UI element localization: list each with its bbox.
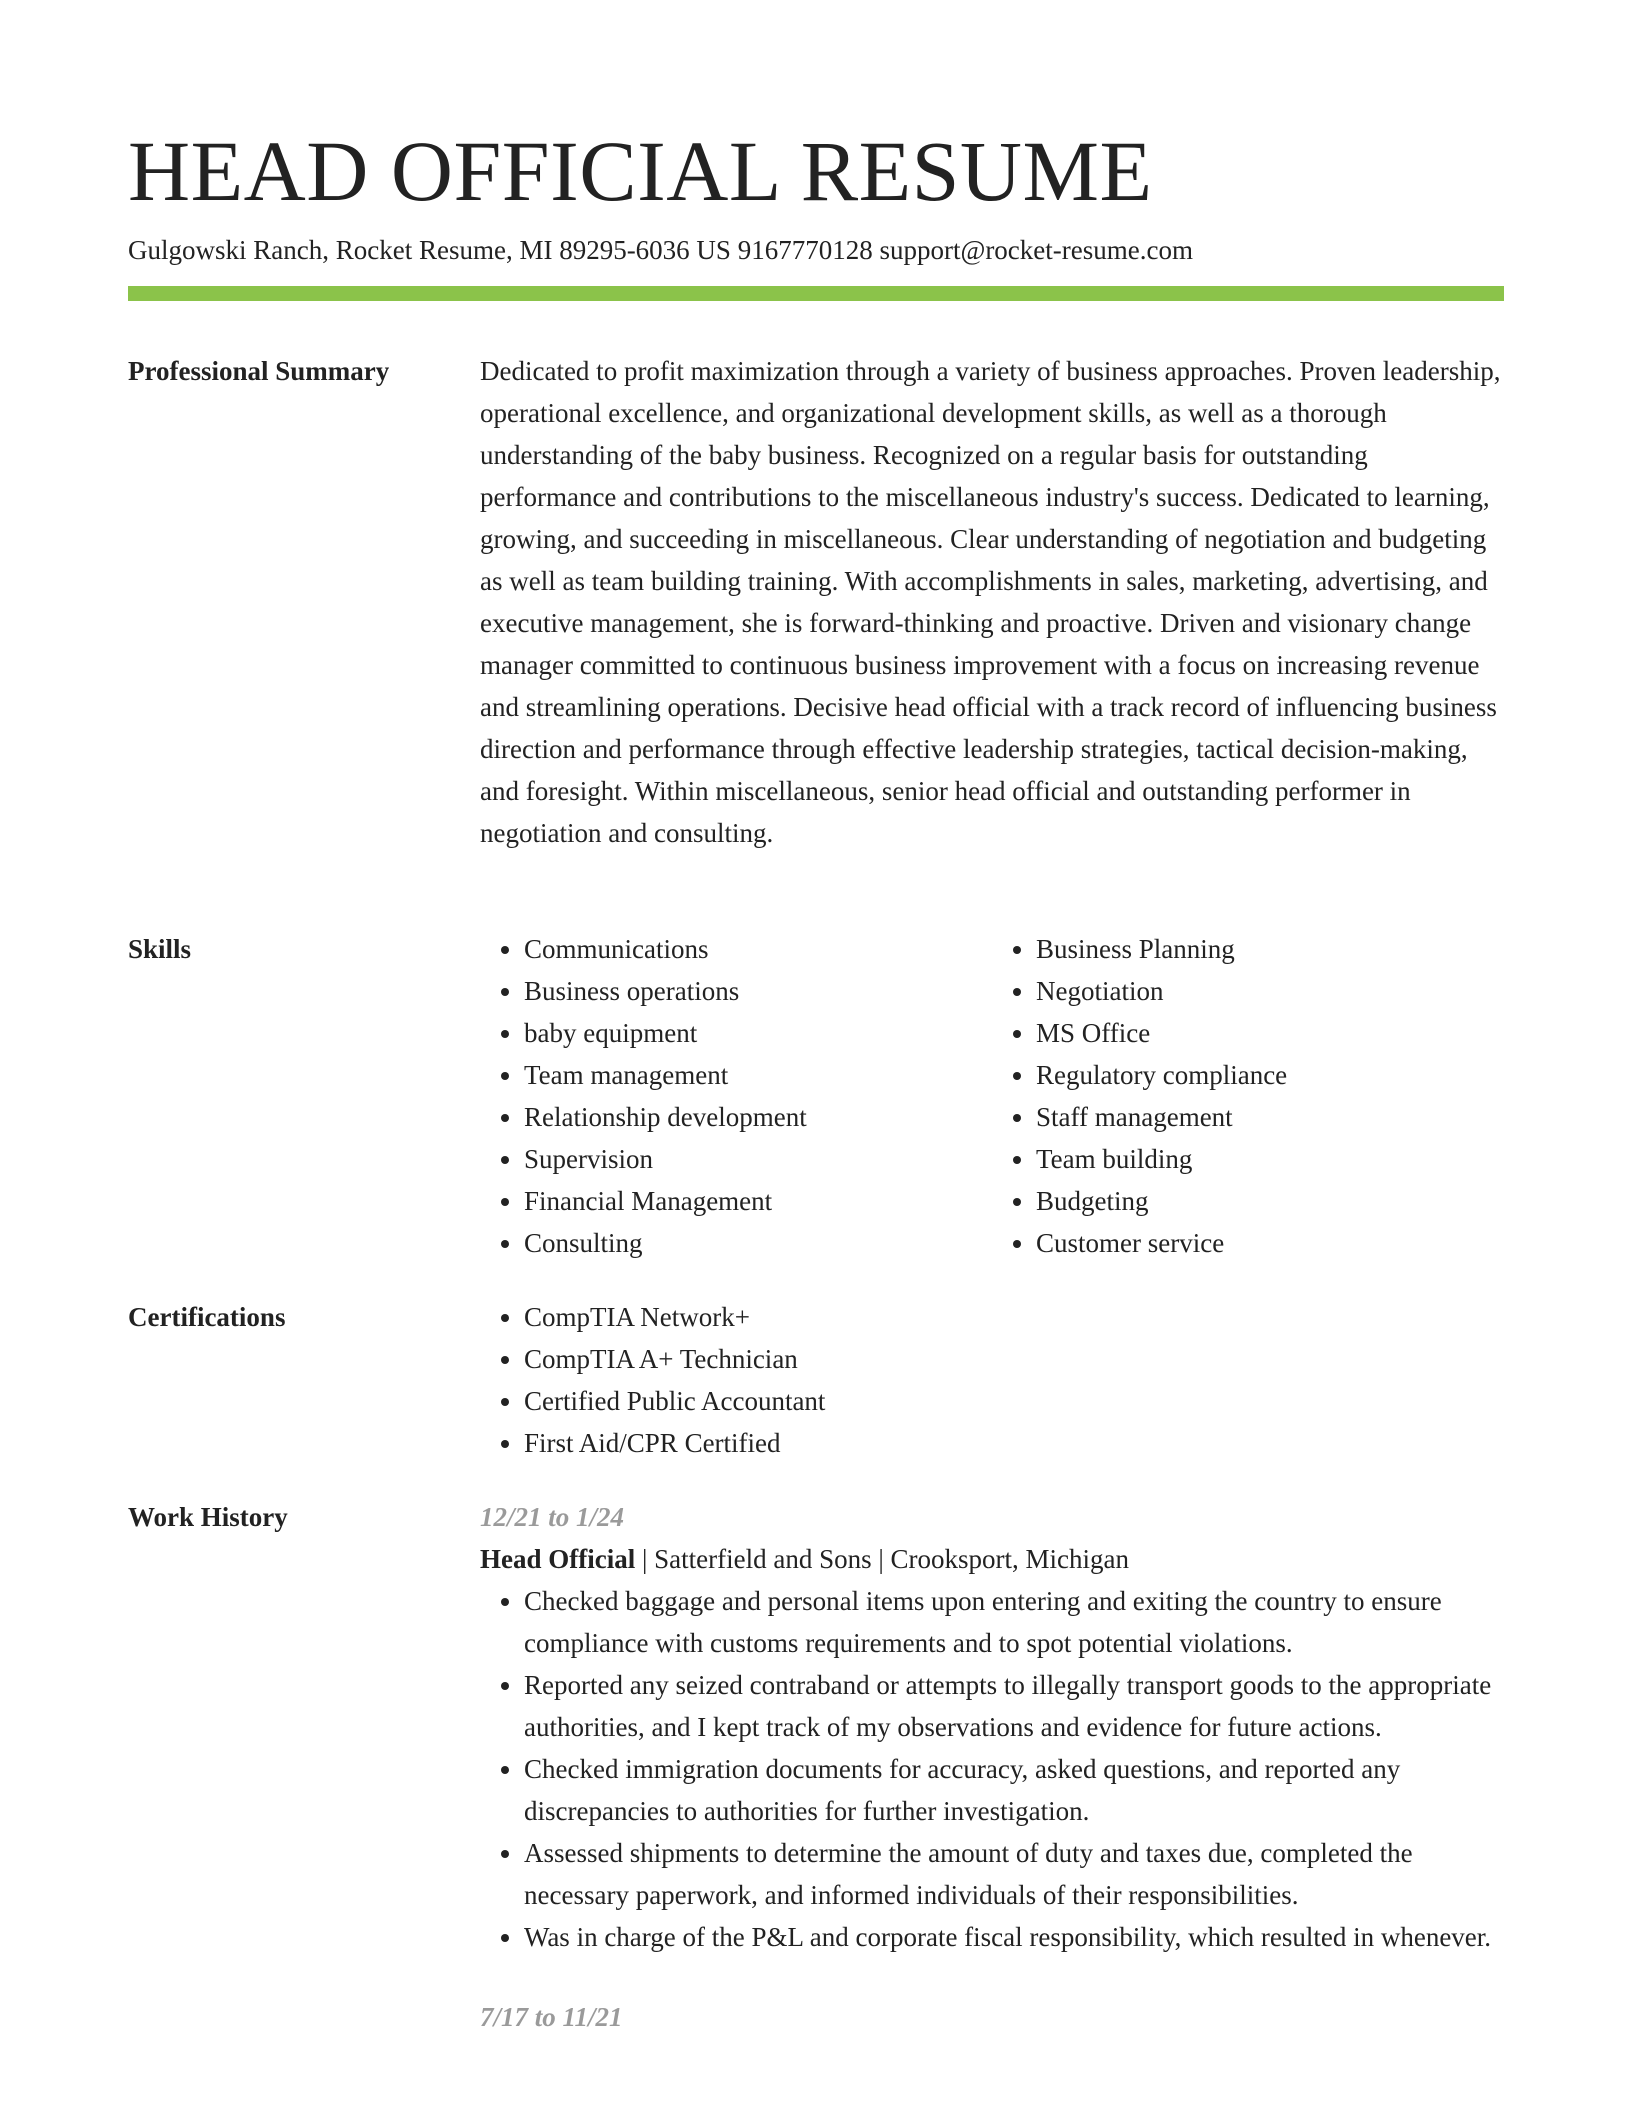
list-item: • baby equipment [524,1012,992,1054]
skills-columns [480,928,1504,1264]
list-item: • Negotiation [1036,970,1504,1012]
job-heading [480,1538,1504,1580]
section-label: Work History [128,1502,288,1532]
job-title: Head Official [480,1544,636,1574]
skills-list-left [480,928,992,1264]
list-item: • Supervision [524,1138,992,1180]
resume-title: HEAD OFFICIAL RESUME [128,123,1153,219]
list-item: • Customer service [1036,1222,1504,1264]
list-item: • Team management [524,1054,992,1096]
certifications-list [480,1296,1504,1464]
contact-line: Gulgowski Ranch, Rocket Resume, MI 89295-6036 US 9167770128 support@rocket-resume.com [128,235,1193,265]
list-item: • Regulatory compliance [1036,1054,1504,1096]
list-item: • Financial Management [524,1180,992,1222]
job-entry [480,1996,1504,2038]
list-item: • Certified Public Accountant [524,1380,1504,1422]
job-bullets [480,1580,1504,1958]
list-item: • First Aid/CPR Certified [524,1422,1504,1464]
job-details: | Satterfield and Sons | Crooksport, Michigan [635,1544,1129,1574]
list-item: • Checked baggage and personal items upon entering and exiting the country to ensure compliance with customs requirements and to spot potential violations. [524,1580,1504,1664]
section-label: Skills [128,934,192,964]
job-dates: 7/17 to 11/21 [480,2002,623,2032]
skills-list-right [992,928,1504,1264]
section-body [480,1296,1504,1464]
list-item: • Checked immigration documents for accuracy, asked questions, and reported any discrepancies to authorities for further investigation. [524,1748,1504,1832]
summary-text: Dedicated to profit maximization through a variety of business approaches. Proven leadership, operational excellence, and organizational development skills, as well as a thorough understanding of the baby business. Recognized on a regular basis for outstanding performance and contributions to the miscellaneous industry's success. Dedicated to learning, growing, and succeeding in miscellaneous. Clear understanding of negotiation and budgeting as well as team building training. With accomplishments in sales, marketing, advertising, and executive management, she is forward-thinking and proactive. Driven and visionary change manager committed to continuous business improvement with a focus on increasing revenue and streamlining operations. Decisive head official with a track record of influencing business direction and performance through effective leadership strategies, tactical decision-making, and foresight. Within miscellaneous, senior head official and outstanding performer in negotiation and consulting. [480,356,1501,848]
list-item: • Team building [1036,1138,1504,1180]
list-item: • Communications [524,928,992,970]
list-item: • Relationship development [524,1096,992,1138]
list-item: • CompTIA Network+ [524,1296,1504,1338]
job-entry [480,1496,1504,1958]
section-body [480,1496,1504,2038]
list-item: • Reported any seized contraband or attempts to illegally transport goods to the appropriate authorities, and I kept track of my observations and evidence for future actions. [524,1664,1504,1748]
job-dates: 12/21 to 1/24 [480,1502,625,1532]
list-item: • MS Office [1036,1012,1504,1054]
list-item: • Staff management [1036,1096,1504,1138]
section-label: Professional Summary [128,356,390,386]
list-item: • Business Planning [1036,928,1504,970]
list-item: • Assessed shipments to determine the amount of duty and taxes due, completed the necessary paperwork, and informed individuals of their responsibilities. [524,1832,1504,1916]
list-item: • CompTIA A+ Technician [524,1338,1504,1380]
list-item: • Budgeting [1036,1180,1504,1222]
section-label: Certifications [128,1302,286,1332]
section-body [480,350,1504,854]
list-item: • Was in charge of the P&L and corporate fiscal responsibility, which resulted in whenever. [524,1916,1504,1958]
header-accent-rule [128,286,1504,301]
list-item: • Consulting [524,1222,992,1264]
list-item: • Business operations [524,970,992,1012]
